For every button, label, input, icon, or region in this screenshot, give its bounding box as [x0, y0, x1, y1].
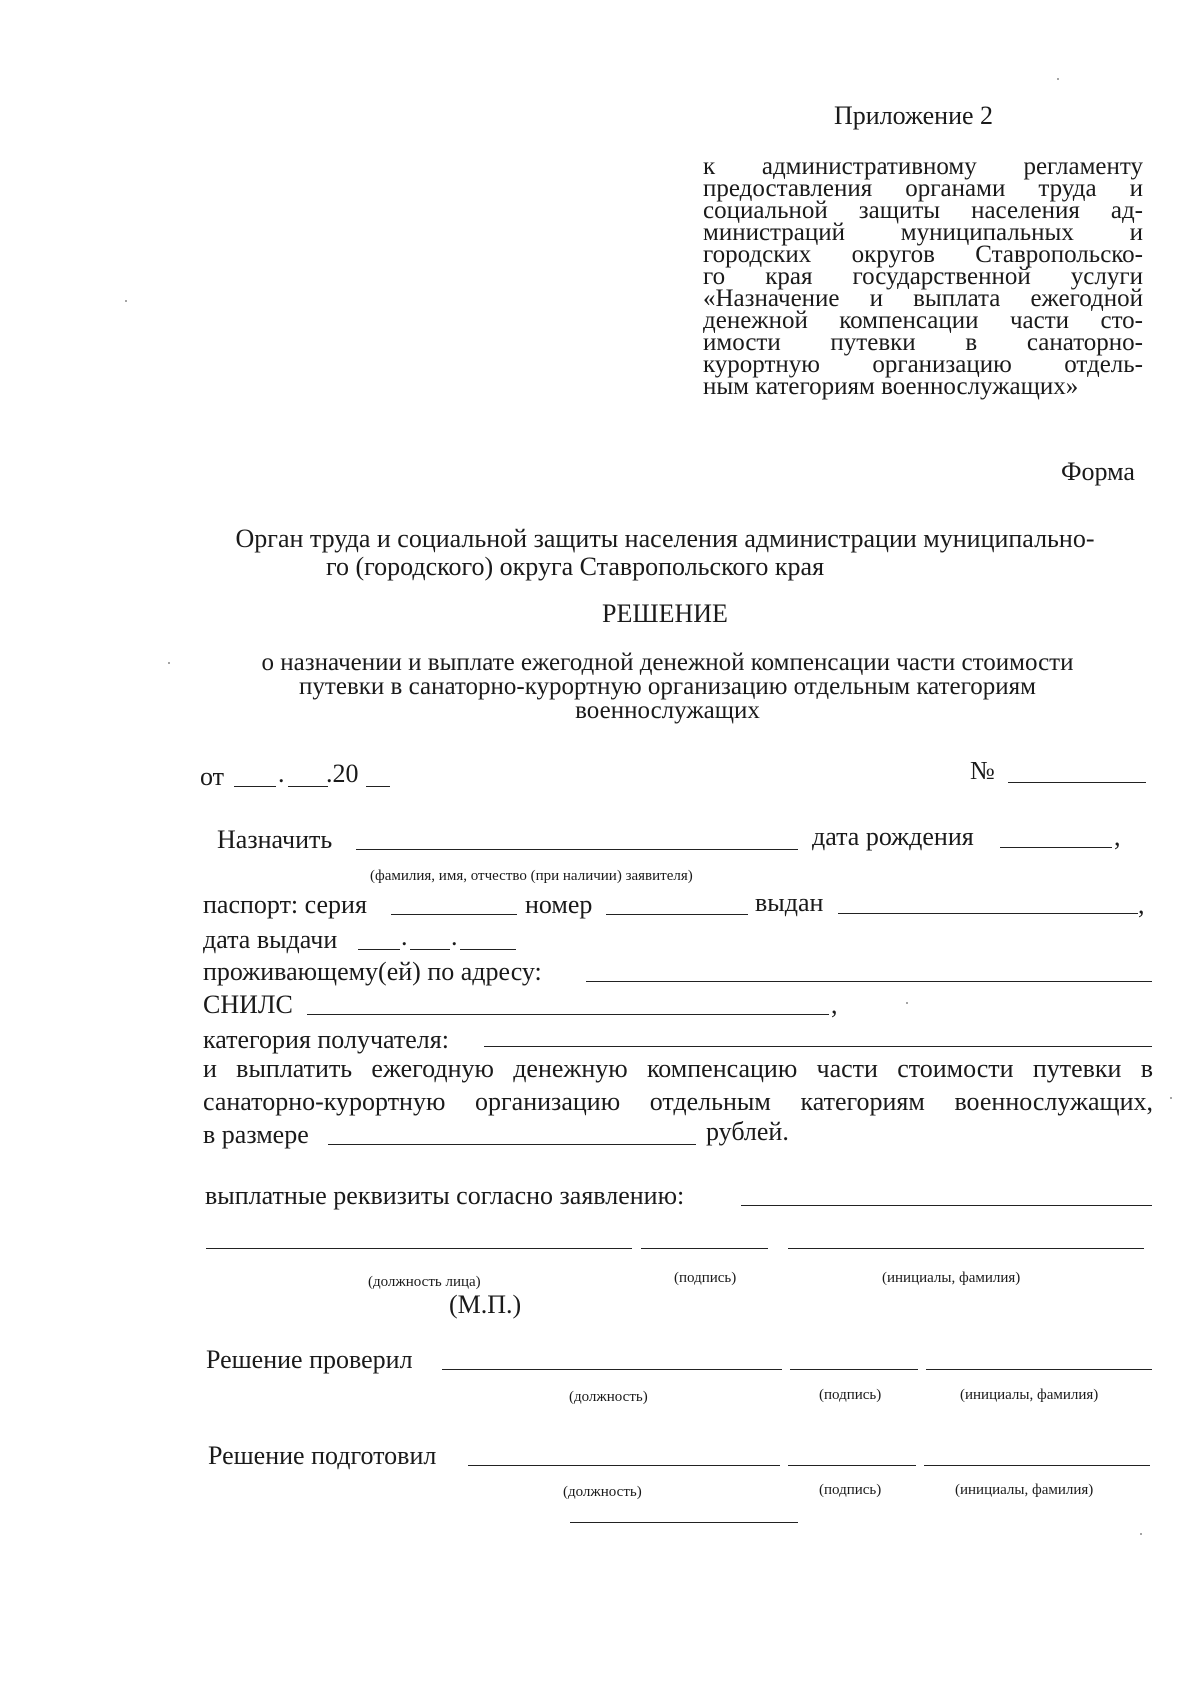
position-caption: (должность лица): [368, 1274, 481, 1290]
regulation-line: министраций муниципальных и: [703, 219, 1143, 246]
checked-initials-field[interactable]: [926, 1369, 1152, 1370]
checked-by-label: Решение проверил: [206, 1345, 413, 1374]
applicant-name-field[interactable]: [356, 849, 798, 850]
snils-field[interactable]: [307, 1014, 829, 1015]
passport-number-field[interactable]: [606, 914, 748, 915]
regulation-line: ным категориям военнослужащих»: [703, 373, 1079, 400]
regulation-line: денежной компенсации части сто-: [703, 307, 1143, 334]
date-day-field[interactable]: [234, 786, 276, 787]
passport-issued-label: выдан: [755, 888, 824, 917]
date-separator: .: [278, 759, 285, 788]
seal-placeholder: (М.П.): [449, 1290, 522, 1319]
signature-caption: (подпись): [674, 1270, 737, 1286]
regulation-line: к административному регламенту: [703, 153, 1143, 180]
passport-issued-by-field[interactable]: [838, 913, 1138, 914]
rubles-label: рублей.: [706, 1117, 789, 1146]
official-signature-field[interactable]: [641, 1248, 768, 1249]
regulation-line: социальной защиты населения ад-: [703, 197, 1143, 224]
position-caption: (должность): [569, 1389, 648, 1405]
requisites-field[interactable]: [741, 1205, 1152, 1206]
prepared-signature-field[interactable]: [788, 1465, 916, 1466]
payment-text-line-2: санаторно-курортную организацию отдельным категориям военнослужащих,: [203, 1087, 1153, 1116]
passport-series-field[interactable]: [391, 914, 517, 915]
amount-field[interactable]: [328, 1144, 696, 1145]
initials-caption: (инициалы, фамилия): [882, 1270, 1021, 1286]
initials-caption: (инициалы, фамилия): [960, 1387, 1099, 1403]
decision-subtitle-line-3: военнослужащих: [575, 697, 760, 724]
scan-speck: [1170, 1097, 1172, 1099]
scan-speck: [1140, 1533, 1142, 1535]
date-from-label: от: [200, 762, 225, 791]
prepared-initials-field[interactable]: [924, 1465, 1150, 1466]
amount-label: в размере: [203, 1120, 309, 1149]
regulation-line: имости путевки в санаторно-: [703, 329, 1143, 356]
assign-label: Назначить: [217, 825, 333, 854]
decision-subtitle-line-1: о назначении и выплате ежегодной денежной компенсации части стоимости: [261, 649, 1074, 676]
official-initials-field[interactable]: [788, 1248, 1144, 1249]
name-caption: (фамилия, имя, отчество (при наличии) заявителя): [370, 868, 693, 884]
regulation-line: городских округов Ставропольско-: [703, 241, 1143, 268]
address-label: проживающему(ей) по адресу:: [203, 957, 542, 986]
signature-caption: (подпись): [819, 1482, 882, 1498]
requisites-label: выплатные реквизиты согласно заявлению:: [205, 1181, 685, 1210]
date-month-field[interactable]: [288, 786, 328, 787]
decision-subtitle-line-2: путевки в санаторно-курортную организацию отдельным категориям: [299, 673, 1036, 700]
issue-year-field[interactable]: [460, 949, 516, 950]
snils-label: СНИЛС: [203, 990, 293, 1019]
official-position-field[interactable]: [206, 1248, 632, 1249]
position-caption: (должность): [563, 1484, 642, 1500]
category-field[interactable]: [484, 1046, 1152, 1047]
checked-position-field[interactable]: [442, 1369, 782, 1370]
form-label: Форма: [1061, 457, 1135, 486]
comma: ,: [1114, 822, 1121, 851]
decision-number-field[interactable]: [1008, 782, 1146, 783]
prepared-by-label: Решение подготовил: [208, 1441, 437, 1470]
passport-series-label: паспорт: серия: [203, 890, 367, 919]
category-label: категория получателя:: [203, 1025, 449, 1054]
issue-date-label: дата выдачи: [203, 925, 338, 954]
date-year-field[interactable]: [366, 786, 390, 787]
closing-rule: [570, 1522, 798, 1523]
passport-number-label: номер: [525, 890, 593, 919]
address-field[interactable]: [586, 981, 1152, 982]
issue-month-field[interactable]: [410, 949, 450, 950]
birth-date-field[interactable]: [1000, 847, 1112, 848]
signature-caption: (подпись): [819, 1387, 882, 1403]
checked-signature-field[interactable]: [790, 1369, 918, 1370]
scan-speck: [168, 662, 170, 664]
regulation-line: го края государственной услуги: [703, 263, 1143, 290]
birth-date-label: дата рождения: [812, 822, 974, 851]
date-year-prefix: .20: [326, 759, 359, 788]
initials-caption: (инициалы, фамилия): [955, 1482, 1094, 1498]
date-separator: .: [451, 922, 458, 951]
number-label: №: [970, 756, 995, 785]
issue-day-field[interactable]: [358, 949, 400, 950]
regulation-line: предоставления органами труда и: [703, 175, 1143, 202]
regulation-reference: [703, 153, 1143, 400]
appendix-number: Приложение 2: [834, 101, 994, 130]
comma: ,: [1138, 890, 1145, 919]
prepared-position-field[interactable]: [468, 1465, 780, 1466]
date-separator: .: [401, 922, 408, 951]
regulation-line: курортную организацию отдель-: [703, 351, 1143, 378]
authority-line-1: Орган труда и социальной защиты населения администрации муниципально-: [235, 524, 1095, 553]
scan-speck: [906, 1002, 908, 1004]
authority-line-2: го (городского) округа Ставропольского края: [325, 552, 825, 581]
payment-text-line-1: и выплатить ежегодную денежную компенсацию части стоимости путевки в: [203, 1054, 1153, 1083]
comma: ,: [831, 990, 838, 1019]
regulation-line: «Назначение и выплата ежегодной: [703, 285, 1143, 312]
decision-title: РЕШЕНИЕ: [602, 599, 728, 628]
scan-speck: [1057, 78, 1059, 80]
scan-speck: [125, 300, 127, 302]
